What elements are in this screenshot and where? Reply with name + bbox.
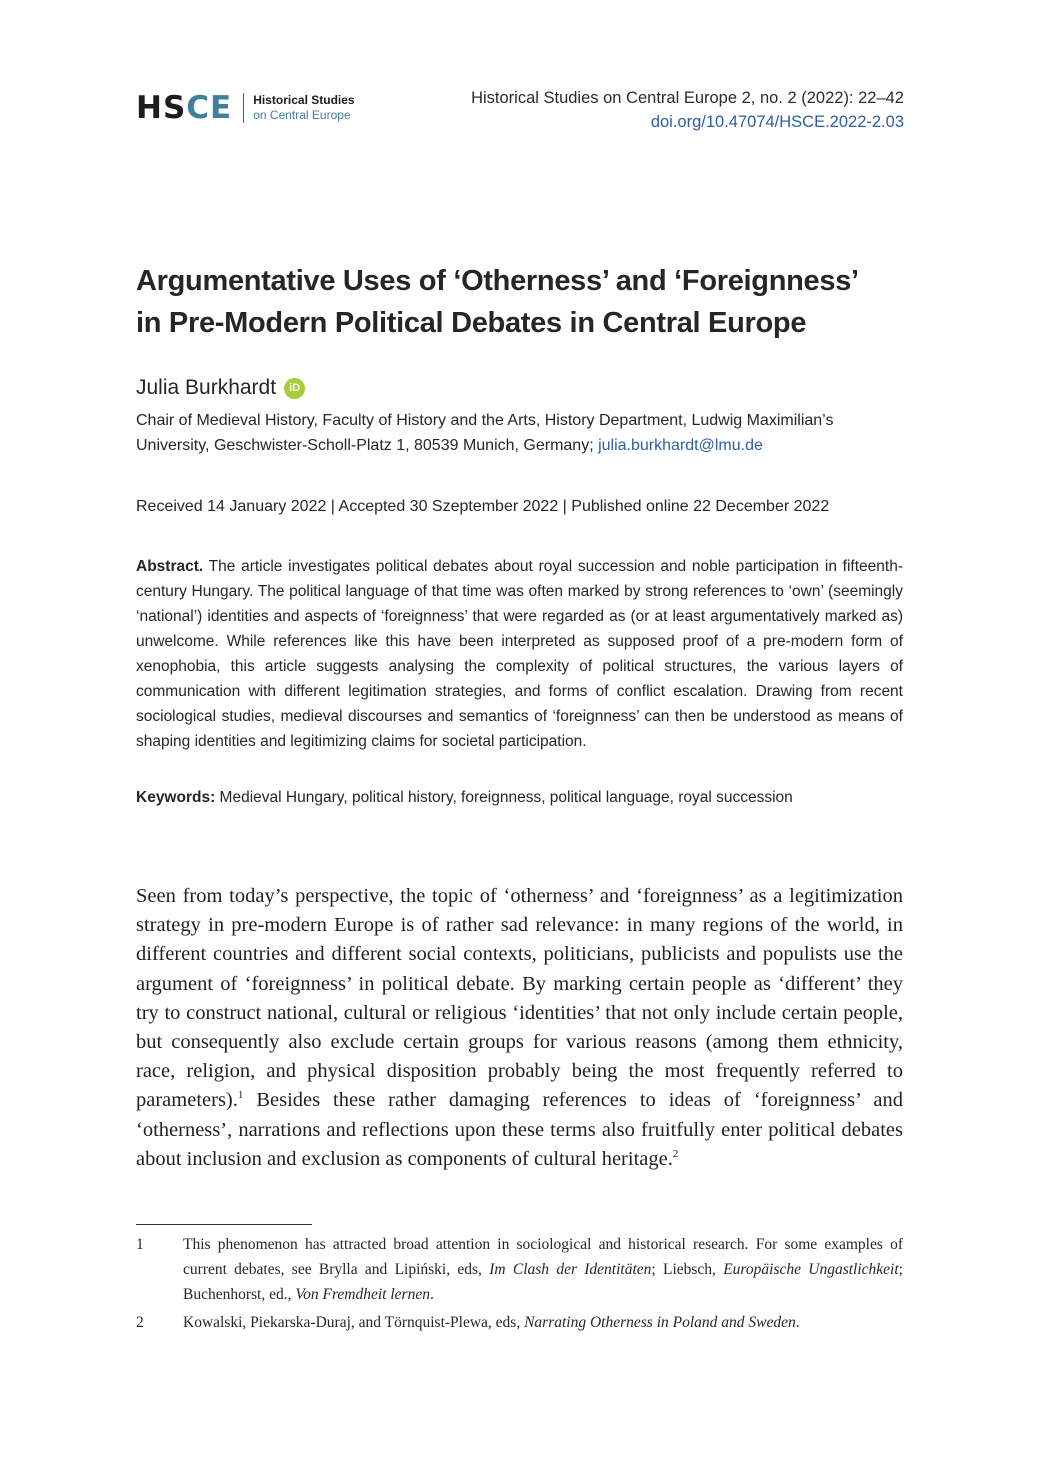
abstract-label: Abstract. — [136, 558, 204, 575]
footnote-divider — [136, 1224, 312, 1225]
journal-logo — [136, 90, 355, 126]
logo-line1: Historical Studies — [253, 93, 355, 107]
footnote-number: 2 — [136, 1314, 144, 1331]
journal-info — [471, 86, 904, 134]
keywords — [136, 785, 906, 810]
footnote-title: Im Clash der Identitäten — [489, 1261, 652, 1278]
logo-text — [253, 93, 354, 123]
body-text-part1: Seen from today’s perspective, the topic of ‘otherness’ and ‘foreignness’ as a legitimization strategy in pre-modern Europe is of rather sad relevance: in many regions of the world, in different countries and different social contexts, politicians, publicists and populists use the argument of ‘foreignness’ in political debate. By marking certain people as ‘different’ they try to construct national, cultural or religious ‘identities’ that not only include certain people, but consequently also exclude certain groups for various reasons (among them ethnicity, race, religion, and physical disposition probably being the most frequently referred to parameters). — [136, 885, 903, 1112]
abstract — [136, 554, 903, 754]
logo-mark — [136, 90, 232, 126]
footnote-ref-1[interactable]: 1 — [237, 1089, 244, 1102]
footnote-title: Europäische Ungastlichkeit — [723, 1261, 899, 1278]
author-name: Julia Burkhardt — [136, 376, 277, 399]
logo-hs: HS — [136, 90, 187, 126]
footnote-span: . — [429, 1286, 434, 1303]
orcid-icon[interactable]: iD — [284, 378, 305, 399]
author-row — [136, 374, 305, 402]
journal-citation: Historical Studies on Central Europe 2, no. 2 (2022): 22–42 — [471, 89, 904, 107]
publication-dates: Received 14 January 2022 | Accepted 30 Szeptember 2022 | Published online 22 December 2022 — [136, 498, 830, 515]
footnote-ref-2[interactable]: 2 — [672, 1148, 679, 1160]
author-affiliation — [136, 408, 906, 458]
abstract-text: The article investigates political debates about royal succession and noble participation in fifteenth-century Hungary. The political language of that time was often marked by strong references to ‘own’ (seemingly ‘national’) identities and aspects of ‘foreignness’ that were regarded as (or at least argumentatively marked as) unwelcome. While references like this have been interpreted as supposed proof of a pre-modern form of xenophobia, this article suggests analysing the complexity of political structures, the various layers of communication with different legitimation strategies, and forms of conflict escalation. Drawing from recent sociological studies, medieval discourses and semantics of ‘foreignness’ can then be understood as means of shaping identities and legitimizing claims for societal participation. — [136, 558, 903, 750]
doi-link[interactable]: doi.org/10.47074/HSCE.2022-2.03 — [650, 113, 904, 131]
footnote-title: Narrating Otherness in Poland and Sweden — [524, 1314, 796, 1331]
footnote-text — [183, 1232, 903, 1307]
footnote-span: Kowalski, Piekarska-Duraj, and Törnquist-Plewa, eds, — [183, 1314, 525, 1331]
body-text-part2: Besides these rather damaging references to ideas of ‘foreignness’ and ‘otherness’, narrations and reflections upon these terms also fruitfully enter political debates about inclusion and exclusion as components of cultural heritage. — [136, 1089, 903, 1170]
title-line2: in Pre-Modern Political Debates in Central Europe — [136, 307, 807, 339]
keywords-label: Keywords: — [136, 789, 216, 806]
footnote-span: This phenomenon has attracted broad attention in sociological and historical research. For some examples of current debates, see Brylla and Lipiński, eds, — [183, 1236, 903, 1278]
logo-ce: CE — [186, 90, 233, 126]
title-line1: Argumentative Uses of ‘Otherness’ and ‘Foreignness’ — [136, 265, 859, 297]
footnote-span: ; Liebsch, — [651, 1261, 724, 1278]
keywords-text: Medieval Hungary, political history, foreignness, political language, royal succession — [215, 789, 793, 806]
article-title — [136, 260, 916, 344]
body-paragraph — [136, 882, 903, 1174]
footnote-title: Von Fremdheit lernen — [295, 1286, 430, 1303]
affiliation-text: Chair of Medieval History, Faculty of History and the Arts, History Department, Ludwig Maximilian’s University, Geschwister-Scholl-Platz 1, 80539 Munich, Germany; — [136, 412, 834, 454]
footnote-number: 1 — [136, 1236, 144, 1253]
footnote-span: ; Buchenhorst, ed., — [183, 1261, 903, 1303]
logo-line2: on Central Europe — [253, 108, 351, 122]
footnote-span: . — [795, 1314, 800, 1331]
footnote-2 — [136, 1310, 903, 1335]
footnote-text — [183, 1310, 903, 1335]
author-email-link[interactable]: julia.burkhardt@lmu.de — [598, 437, 763, 454]
footnote-1 — [136, 1232, 903, 1307]
logo-divider — [243, 93, 244, 123]
